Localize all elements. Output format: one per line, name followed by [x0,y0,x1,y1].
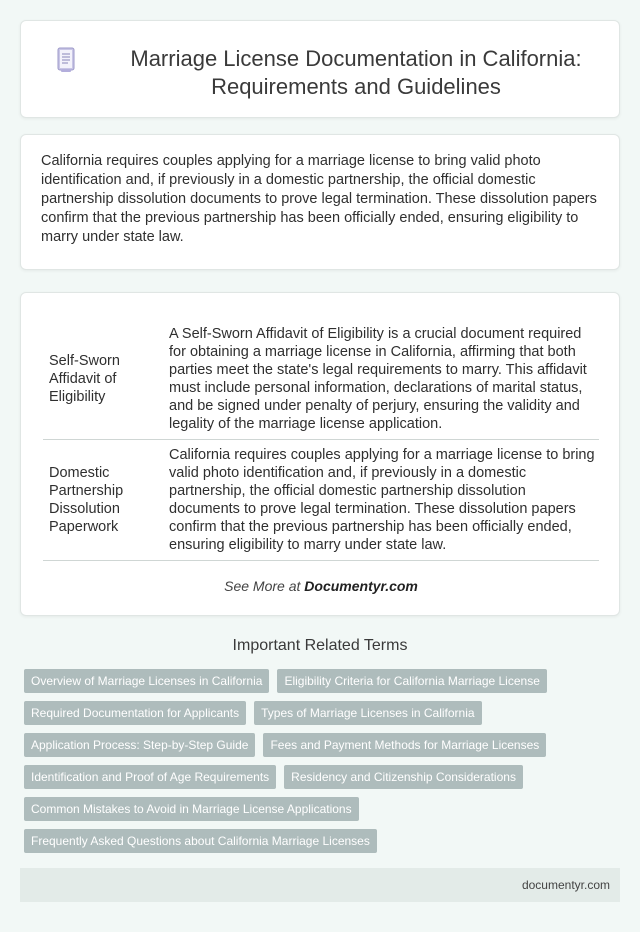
related-term-tag[interactable]: Identification and Proof of Age Requirements [24,765,276,789]
related-term-tag[interactable]: Fees and Payment Methods for Marriage Licenses [263,733,546,757]
table-term: Domestic Partnership Dissolution Paperwork [43,440,165,561]
related-term-tag[interactable]: Eligibility Criteria for California Marriage License [277,669,546,693]
related-terms-list [24,669,624,861]
document-table-card [20,292,620,616]
see-more-link[interactable]: Documentyr.com [304,578,418,594]
table-term: Self-Sworn Affidavit of Eligibility [43,319,165,440]
related-term-tag[interactable]: Common Mistakes to Avoid in Marriage License Applications [24,797,359,821]
intro-card [20,134,620,270]
table-row [43,440,599,561]
see-more-line [21,578,621,594]
title-card [20,20,620,118]
related-term-tag[interactable]: Frequently Asked Questions about California Marriage Licenses [24,829,377,853]
table-description: California requires couples applying for a marriage license to bring valid photo identification and, if previously in a domestic partnership, the official domestic partnership dissolution documents to prove legal termination. These dissolution papers confirm that the previous partnership has been officially ended, ensuring eligibility to marry under state law. [165,440,599,561]
see-more-prefix: See More at [224,578,301,594]
page-title: Marriage License Documentation in California: Requirements and Guidelines [130,46,582,99]
footer [20,868,620,902]
table-row [43,319,599,440]
footer-site-link[interactable]: documentyr.com [521,878,610,892]
related-term-tag[interactable]: Types of Marriage Licenses in California [254,701,481,725]
document-table [43,319,599,561]
related-term-tag[interactable]: Application Process: Step-by-Step Guide [24,733,255,757]
document-icon [55,47,77,73]
table-description: A Self-Sworn Affidavit of Eligibility is a crucial document required for obtaining a marriage license in California, affirming that both parties meet the state's legal requirements to marry. This affidavit must include personal information, declarations of marital status, and be signed under penalty of perjury, ensuring the validity and legality of the marriage license application. [165,319,599,440]
related-term-tag[interactable]: Residency and Citizenship Considerations [284,765,523,789]
related-term-tag[interactable]: Required Documentation for Applicants [24,701,246,725]
related-terms-heading: Important Related Terms [232,637,408,654]
intro-paragraph: California requires couples applying for a marriage license to bring valid photo identification and, if previously in a domestic partnership, the official domestic partnership dissolution documents to prove legal termination. These dissolution papers confirm that the previous partnership has been officially ended, ensuring eligibility to marry under state law. [41,153,597,245]
related-term-tag[interactable]: Overview of Marriage Licenses in California [24,669,269,693]
